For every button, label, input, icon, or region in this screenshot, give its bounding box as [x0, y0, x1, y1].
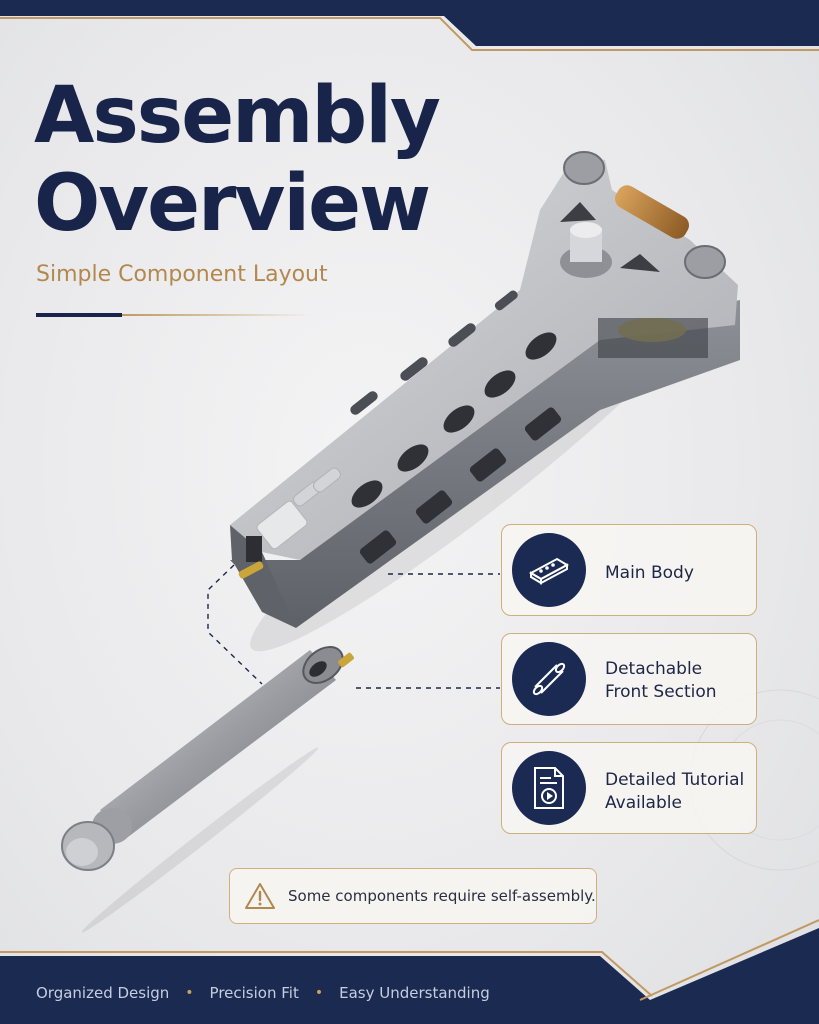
card-main-body[interactable] [501, 524, 757, 616]
card-detachable-front-section[interactable] [501, 633, 757, 725]
footer-separator: • [185, 985, 194, 1001]
card-tutorial-label: Detailed Tutorial Available [605, 770, 745, 813]
footer-item-1: Organized Design [36, 984, 170, 1002]
footer-separator: • [314, 985, 324, 1001]
warning-icon [244, 881, 276, 911]
footer-item-3: Easy Understanding [339, 984, 490, 1002]
main-body-icon [512, 533, 586, 607]
card-main-body-label: Main Body [605, 563, 694, 583]
footer-item-2: Precision Fit [209, 984, 299, 1002]
cylinder-icon [512, 642, 586, 716]
card-detailed-tutorial[interactable] [501, 742, 757, 834]
assembly-notice [229, 868, 597, 924]
title-line-1: Assembly [34, 71, 439, 161]
footer-features [36, 984, 490, 1002]
card-detachable-label: Detachable Front Section [605, 659, 717, 702]
video-document-icon [512, 751, 586, 825]
notice-text: Some components require self-assembly. [288, 887, 596, 905]
subtitle: Simple Component Layout [36, 262, 328, 287]
title-line-2: Overview [34, 159, 430, 249]
